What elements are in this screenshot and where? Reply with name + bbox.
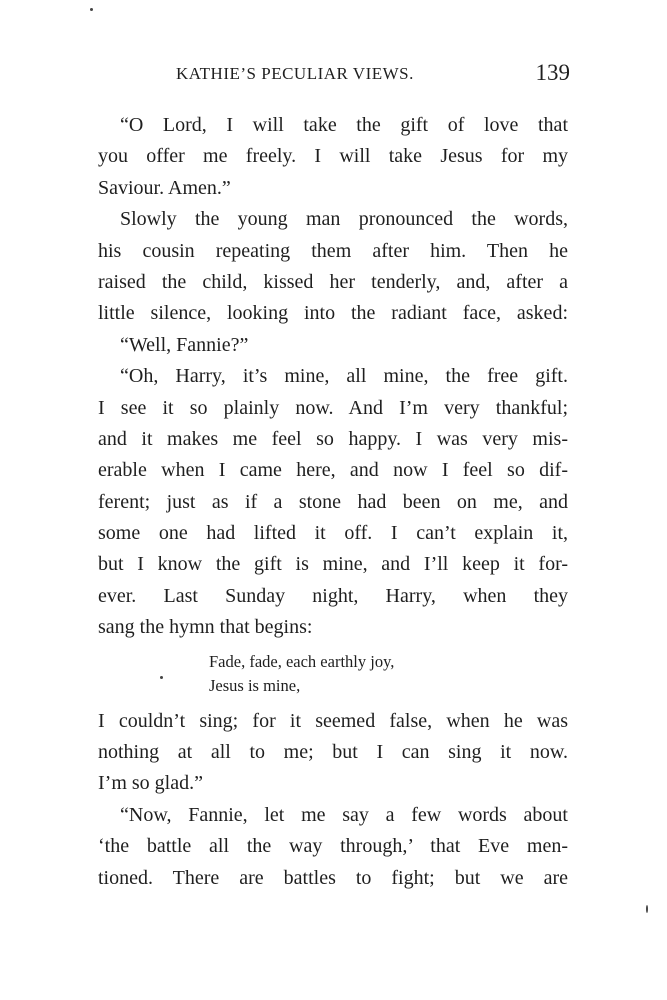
text-line: “Now, Fannie, let me say a few words about bbox=[120, 803, 568, 826]
text-line: but I know the gift is mine, and I’ll keep it for- bbox=[98, 553, 568, 576]
text-line: ever. Last Sunday night, Harry, when they bbox=[98, 584, 568, 607]
paragraphs-before-verse bbox=[98, 110, 568, 644]
paragraphs-after-verse bbox=[98, 706, 568, 894]
text-line: raised the child, kissed her tenderly, and, after a bbox=[98, 270, 568, 293]
text-line: you offer me freely. I will take Jesus for my bbox=[98, 145, 568, 168]
text-line: “Oh, Harry, it’s mine, all mine, the free gift. bbox=[120, 365, 568, 388]
text-line: Slowly the young man pronounced the words, bbox=[120, 208, 568, 231]
verse-line: Fade, fade, each earthly joy, bbox=[209, 651, 395, 671]
verse-line: Jesus is mine, bbox=[209, 675, 301, 695]
text-line: nothing at all to me; but I can sing it now. bbox=[98, 741, 568, 764]
running-title: KATHIE’S PECULIAR VIEWS. bbox=[176, 64, 414, 83]
text-line: Saviour. Amen.” bbox=[98, 176, 231, 199]
text-line: ferent; just as if a stone had been on me, and bbox=[98, 490, 568, 513]
text-line: some one had lifted it off. I can’t explain it, bbox=[98, 522, 568, 545]
print-speck bbox=[646, 905, 648, 913]
hymn-verse bbox=[209, 650, 568, 698]
text-line: “O Lord, I will take the gift of love that bbox=[120, 114, 568, 136]
text-line: and it makes me feel so happy. I was very mis- bbox=[98, 427, 568, 450]
text-line: little silence, looking into the radiant face, asked: bbox=[98, 302, 568, 325]
text-line: sang the hymn that begins: bbox=[98, 616, 313, 639]
body-text bbox=[98, 110, 568, 894]
text-line: I’m so glad.” bbox=[98, 772, 203, 795]
text-line: I see it so plainly now. And I’m very thankful; bbox=[98, 396, 568, 419]
text-line: “Well, Fannie?” bbox=[120, 333, 249, 356]
print-speck bbox=[160, 676, 163, 679]
text-line: his cousin repeating them after him. Then he bbox=[98, 239, 568, 262]
text-line: tioned. There are battles to fight; but we are bbox=[98, 866, 568, 889]
text-line: I couldn’t sing; for it seemed false, when he was bbox=[98, 709, 568, 732]
text-line: erable when I came here, and now I feel so dif- bbox=[98, 459, 568, 482]
page-header bbox=[176, 60, 570, 92]
print-speck bbox=[90, 8, 93, 11]
text-line: ‘the battle all the way through,’ that Eve men- bbox=[98, 835, 568, 858]
page-number: 139 bbox=[535, 60, 570, 85]
